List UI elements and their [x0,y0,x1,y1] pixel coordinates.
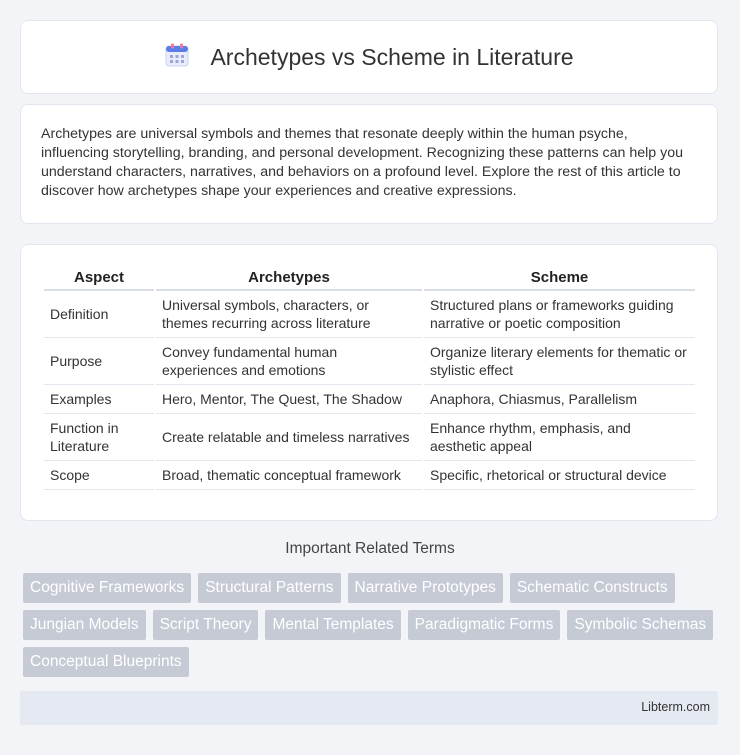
tag-link[interactable]: Paradigmatic Forms [408,610,561,640]
tag-link[interactable]: Symbolic Schemas [567,610,713,640]
footer-site-link[interactable]: Libterm.com [641,700,710,714]
row-aspect: Scope [44,461,154,490]
table-row [44,461,695,490]
header-card [20,20,718,94]
tag-link[interactable]: Schematic Constructs [510,573,675,603]
row-scheme: Anaphora, Chiasmus, Parallelism [424,385,695,414]
related-terms-section [0,540,740,568]
row-scheme: Enhance rhythm, emphasis, and aesthetic appeal [424,414,695,461]
row-archetypes: Hero, Mentor, The Quest, The Shadow [156,385,422,414]
tag-link[interactable]: Conceptual Blueprints [23,647,189,677]
tag-link[interactable]: Structural Patterns [198,573,340,603]
intro-text: Archetypes are universal symbols and themes that resonate deeply within the human psyche, influencing storytelling, branding, and personal development. Recognizing these patterns can help you understand characters, narratives, and behaviors on a profound level. Explore the rest of this article to discover how archetypes shape your experiences and creative expressions. [41,126,684,199]
related-terms-tags [23,573,723,677]
row-aspect: Purpose [44,338,154,385]
tag-link[interactable]: Mental Templates [265,610,400,640]
row-aspect: Function in Literature [44,414,154,461]
row-archetypes: Universal symbols, characters, or themes recurring across literature [156,291,422,338]
page-title: Archetypes vs Scheme in Literature [210,43,574,70]
row-scheme: Structured plans or frameworks guiding narrative or poetic composition [424,291,695,338]
row-aspect: Examples [44,385,154,414]
calendar-icon [164,42,190,73]
row-scheme: Organize literary elements for thematic or stylistic effect [424,338,695,385]
row-archetypes: Broad, thematic conceptual framework [156,461,422,490]
table-row [44,414,695,461]
tag-link[interactable]: Script Theory [153,610,259,640]
table-header-row [44,265,695,291]
tag-link[interactable]: Narrative Prototypes [348,573,503,603]
table-row [44,291,695,338]
intro-card [20,104,718,224]
header-aspect: Aspect [44,265,154,291]
comparison-table-card [20,244,718,521]
table-row [44,338,695,385]
header-scheme: Scheme [424,265,695,291]
footer [20,691,718,725]
comparison-table [42,265,697,490]
related-terms-title: Important Related Terms [285,540,455,557]
tag-link[interactable]: Cognitive Frameworks [23,573,191,603]
table-row [44,385,695,414]
row-scheme: Specific, rhetorical or structural device [424,461,695,490]
row-archetypes: Create relatable and timeless narratives [156,414,422,461]
tag-link[interactable]: Jungian Models [23,610,146,640]
header-archetypes: Archetypes [156,265,422,291]
row-aspect: Definition [44,291,154,338]
row-archetypes: Convey fundamental human experiences and emotions [156,338,422,385]
